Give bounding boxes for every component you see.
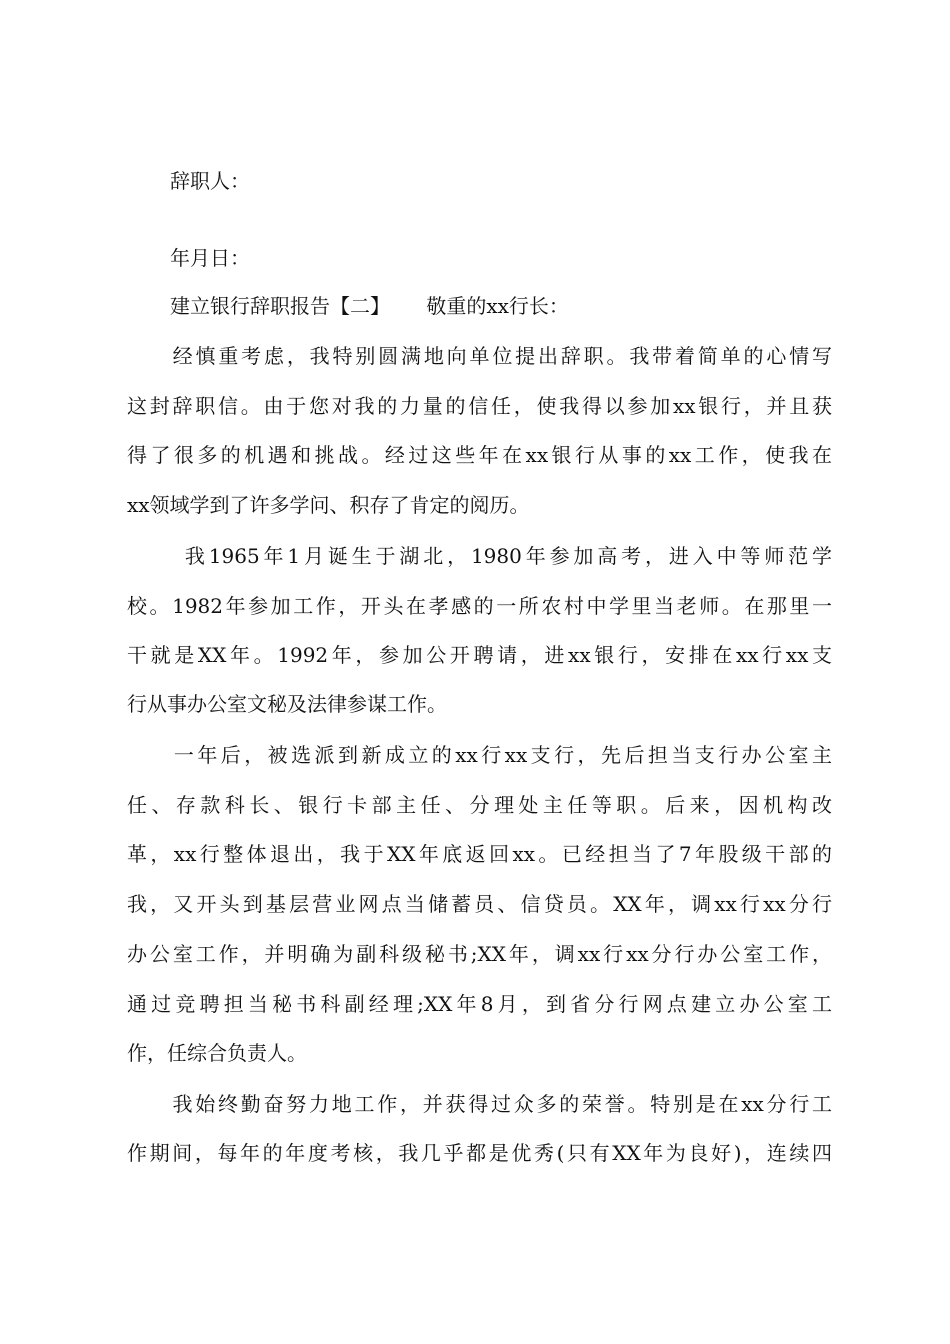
paragraph-2-line-1: 我1965年1月诞生于湖北，1980年参加高考，进入中等师范学 [127,544,832,568]
paragraph-2-line-3: 干就是XX年。1992年，参加公开聘请，进xx银行，安排在xx行xx支 [127,643,832,667]
paragraph-1-line-1: 经慎重考虑，我特别圆满地向单位提出辞职。我带着简单的心情写 [127,344,832,368]
paragraph-3-line-2: 任、存款科长、银行卡部主任、分理处主任等职。后来，因机构改 [127,793,832,817]
paragraph-1-line-3: 得了很多的机遇和挑战。经过这些年在xx银行从事的xx工作，使我在 [127,443,832,467]
paragraph-4-line-2: 作期间，每年的年度考核，我几乎都是优秀(只有XX年为良好)，连续四 [127,1141,832,1165]
report-heading: 建立银行辞职报告【二】 敬重的xx行长： [170,294,569,318]
paragraph-2-line-4: 行从事办公室文秘及法律参谋工作。 [127,692,447,716]
paragraph-3-line-7: 作，任综合负责人。 [127,1041,307,1065]
paragraph-3-line-1: 一年后，被选派到新成立的xx行xx支行，先后担当支行办公室主 [127,743,832,767]
paragraph-1-line-2: 这封辞职信。由于您对我的力量的信任，使我得以参加xx银行，并且获 [127,394,832,418]
paragraph-4-line-1: 我始终勤奋努力地工作，并获得过众多的荣誉。特别是在xx分行工 [127,1092,832,1116]
paragraph-3-line-3: 革，xx行整体退出，我于XX年底返回xx。已经担当了7年股级干部的 [127,842,832,866]
signature-label: 辞职人： [170,169,250,193]
paragraph-1-line-4: xx领域学到了许多学问、积存了肯定的阅历。 [127,493,530,517]
paragraph-3-line-6: 通过竞聘担当秘书科副经理;XX年8月，到省分行网点建立办公室工 [127,992,832,1016]
paragraph-3-line-5: 办公室工作，并明确为副科级秘书;XX年，调xx行xx分行办公室工作， [127,942,832,966]
date-label: 年月日： [170,246,250,270]
paragraph-2-line-2: 校。1982年参加工作，开头在孝感的一所农村中学里当老师。在那里一 [127,594,832,618]
paragraph-3-line-4: 我，又开头到基层营业网点当储蓄员、信贷员。XX年，调xx行xx分行 [127,892,832,916]
